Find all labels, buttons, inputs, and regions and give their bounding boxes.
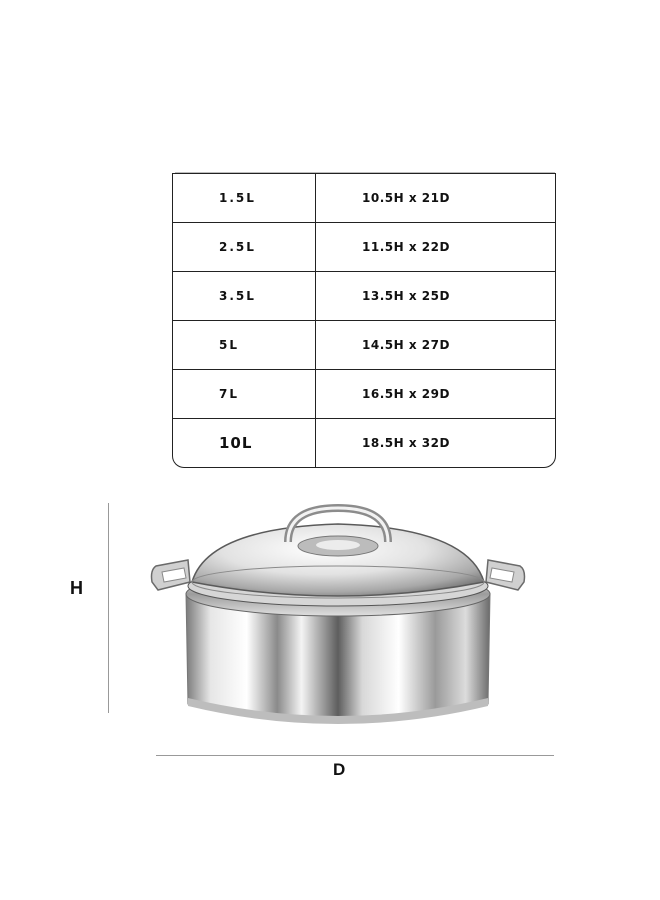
dimensions-cell: 10.5H x 21D [362,191,450,205]
capacity-cell: 7L [173,370,316,418]
table-row [173,320,555,369]
capacity-cell: 2.5L [173,223,316,271]
table-row [173,418,555,467]
dimensions-cell: 11.5H x 22D [362,240,450,254]
table-row [173,271,555,320]
stainless-steel-casserole-icon [148,498,528,738]
diameter-guide-line [156,755,554,756]
table-row [173,222,555,271]
capacity-cell: 5L [173,321,316,369]
capacity-cell: 3.5L [173,272,316,320]
diameter-label: D [333,760,346,779]
capacity-cell: 10L [173,419,316,467]
table-row [173,173,555,222]
dimensions-cell: 18.5H x 32D [362,436,450,450]
capacity-cell: 1.5L [173,174,316,222]
dimensions-cell: 14.5H x 27D [362,338,450,352]
dimensions-cell: 13.5H x 25D [362,289,450,303]
height-guide-line [108,503,109,713]
size-table [172,173,556,468]
height-label: H [70,578,83,598]
dimensions-cell: 16.5H x 29D [362,387,450,401]
table-row [173,369,555,418]
